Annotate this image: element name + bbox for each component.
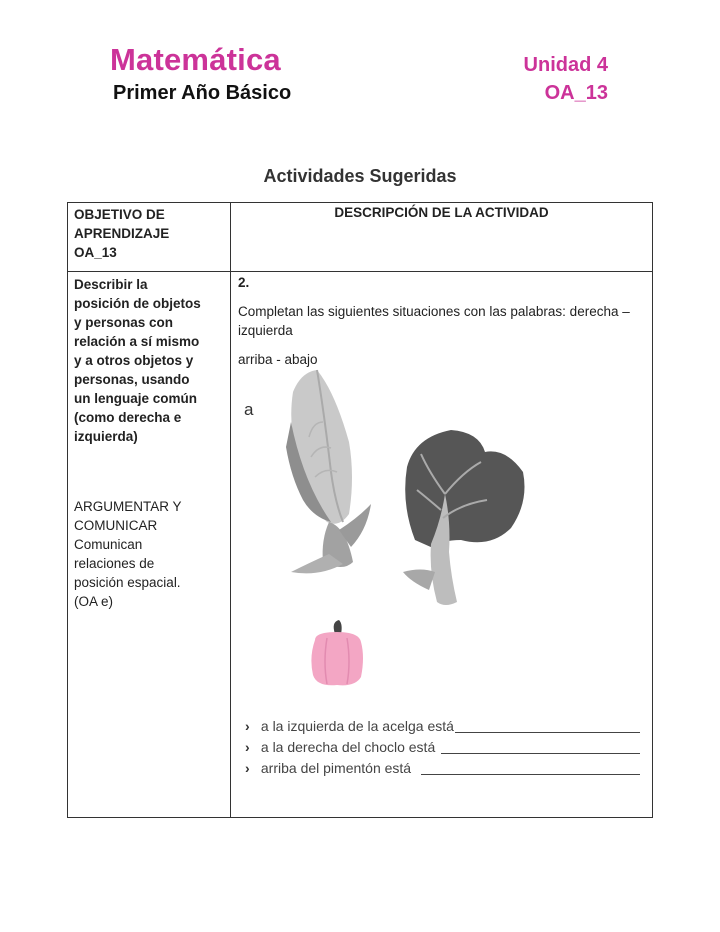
- objective-line: y a otros objetos y: [74, 353, 194, 368]
- answer-blank[interactable]: [421, 774, 640, 775]
- pepper-icon: [311, 620, 363, 685]
- answer-blank[interactable]: [441, 753, 640, 754]
- completion-text: arriba del pimentón está: [260, 760, 412, 776]
- activities-table: [67, 202, 653, 818]
- completion-item: [245, 739, 435, 755]
- section-title: Actividades Sugeridas: [263, 166, 457, 186]
- unit-label: Unidad 4: [523, 54, 608, 76]
- chevron-right-icon: ›: [245, 739, 250, 755]
- vegetables-illustration: [231, 272, 665, 692]
- objective-header-line: OA_13: [74, 245, 117, 260]
- skill-line: relaciones de: [74, 556, 155, 571]
- completion-text: a la izquierda de la acelga está: [260, 718, 454, 734]
- activity-number: 2.: [238, 275, 250, 290]
- chevron-right-icon: ›: [245, 760, 250, 776]
- objective-line: y personas con: [74, 315, 174, 330]
- grade-subtitle: Primer Año Básico: [113, 82, 292, 104]
- oa-label: OA_13: [544, 82, 608, 104]
- completion-text: a la derecha del choclo está: [260, 739, 436, 755]
- subject-title: Matemática: [110, 42, 281, 77]
- skill-description: [74, 497, 224, 611]
- objective-cell: [68, 272, 231, 818]
- objective-line: un lenguaje común: [74, 391, 198, 406]
- description-header-cell: [231, 203, 653, 272]
- objective-line: relación a sí mismo: [74, 334, 200, 349]
- activity-instruction: Completan las siguientes situaciones con las palabras: derecha – izquierda: [238, 304, 630, 338]
- objective-header-line: APRENDIZAJE: [74, 226, 170, 241]
- image-letter: a: [244, 400, 254, 419]
- objective-line: posición de objetos: [74, 296, 201, 311]
- corn-icon: [286, 370, 371, 573]
- chard-icon: [403, 430, 525, 605]
- description-header: DESCRIPCIÓN DE LA ACTIVIDAD: [334, 205, 549, 220]
- completion-item: [245, 760, 411, 776]
- activity-instruction-words: arriba - abajo: [238, 352, 318, 367]
- chevron-right-icon: ›: [245, 718, 250, 734]
- skill-line: ARGUMENTAR Y: [74, 499, 182, 514]
- objective-description: [74, 275, 224, 446]
- skill-line: COMUNICAR: [74, 518, 158, 533]
- completion-item: [245, 718, 454, 734]
- objective-line: (como derecha e: [74, 410, 182, 425]
- objective-header-line: OBJETIVO DE: [74, 207, 165, 222]
- objective-header-cell: [68, 203, 231, 272]
- objective-line: Describir la: [74, 277, 148, 292]
- activity-cell: [231, 272, 653, 818]
- answer-blank[interactable]: [455, 732, 640, 733]
- skill-line: Comunican: [74, 537, 143, 552]
- skill-line: (OA e): [74, 594, 114, 609]
- objective-line: izquierda): [74, 429, 138, 444]
- objective-line: personas, usando: [74, 372, 190, 387]
- skill-line: posición espacial.: [74, 575, 181, 590]
